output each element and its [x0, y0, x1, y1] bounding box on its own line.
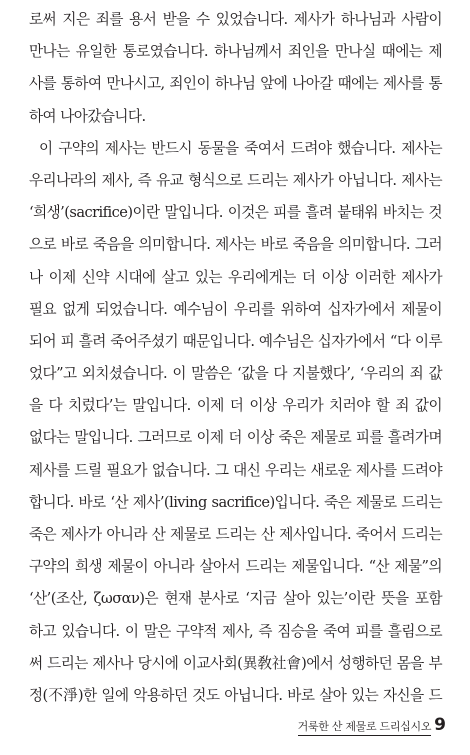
- page-footer: [298, 715, 446, 736]
- text-line: 었다”고 외치셨습니다. 이 말씀은 ‘값을 다 지불했다’, ‘우리의 죄 값: [29, 365, 442, 383]
- text-line: 하여 나아갔습니다.: [29, 107, 146, 125]
- text-line: 써 드리는 제사나 당시에 이교사회(異敎社會)에서 성행하던 몸을 부: [29, 654, 442, 672]
- text-line: ‘산’(조산, ζωσαν)은 현재 분사로 ‘지금 살아 있는’이란 뜻을 포함: [29, 590, 442, 608]
- body-text: [29, 4, 442, 712]
- text-line: 로써 지은 죄를 용서 받을 수 있었습니다. 제사가 하나님과 사람이: [29, 11, 442, 28]
- text-line: ‘희생’(sacrifice)이란 말입니다. 이것은 피를 흘려 붙태워 바치는 것: [29, 204, 442, 222]
- text-line: 으로 바로 죽음을 의미합니다. 제사는 바로 죽음을 의미합니다. 그러: [29, 236, 442, 254]
- text-line: 만나는 유일한 통로였습니다. 하나님께서 죄인을 만나실 때에는 제: [29, 43, 442, 61]
- text-line: 하고 있습니다. 이 말은 구약적 제사, 즉 짐승을 죽여 피를 흘림으로: [29, 622, 442, 640]
- running-title: 거룩한 산 제물로 드리십시오: [298, 718, 432, 736]
- text-line: 죽은 제사가 아니라 산 제물로 드리는 산 제사입니다. 죽어서 드리는: [29, 526, 442, 543]
- text-line: 제사를 드릴 필요가 없습니다. 그 대신 우리는 새로운 제사를 드려야: [29, 461, 442, 479]
- text-line: 구약의 희생 제물이 아니라 살아서 드리는 제물입니다. “산 제물”의: [29, 558, 442, 576]
- text-line: 필요 없게 되었습니다. 예수님이 우리를 위하여 십자가에서 제물이: [29, 300, 442, 318]
- paragraph: [29, 133, 442, 712]
- text-line: 나 이제 신약 시대에 살고 있는 우리에게는 더 이상 이러한 제사가: [29, 268, 442, 286]
- page-number: 9: [434, 715, 446, 735]
- text-line: 정(不淨)한 일에 악용하던 것도 아닙니다. 바로 살아 있는 자신을 드: [29, 686, 442, 704]
- text-line: 되어 피 흘려 죽어주셨기 때문입니다. 예수님은 십자가에서 “다 이루: [29, 332, 442, 350]
- text-line: 사를 통하여 만나시고, 죄인이 하나님 앞에 나아갈 때에는 제사를 통: [29, 75, 442, 93]
- text-line: 우리나라의 제사, 즉 유교 형식으로 드리는 제사가 아닙니다. 제사는: [29, 171, 442, 189]
- text-line: 없다는 말입니다. 그러므로 이제 더 이상 죽은 제물로 피를 흘려가며: [29, 429, 442, 447]
- paragraph: [29, 4, 442, 133]
- text-line: 을 다 치렀다’는 말입니다. 이제 더 이상 우리가 치러야 할 죄 값이: [29, 397, 442, 415]
- text-line: 합니다. 바로 ‘산 제사’(living sacrifice)입니다. 죽은 제물로 드리는: [29, 493, 442, 511]
- text-line: 이 구약의 제사는 반드시 동물을 죽여서 드려야 했습니다. 제사는: [39, 139, 442, 157]
